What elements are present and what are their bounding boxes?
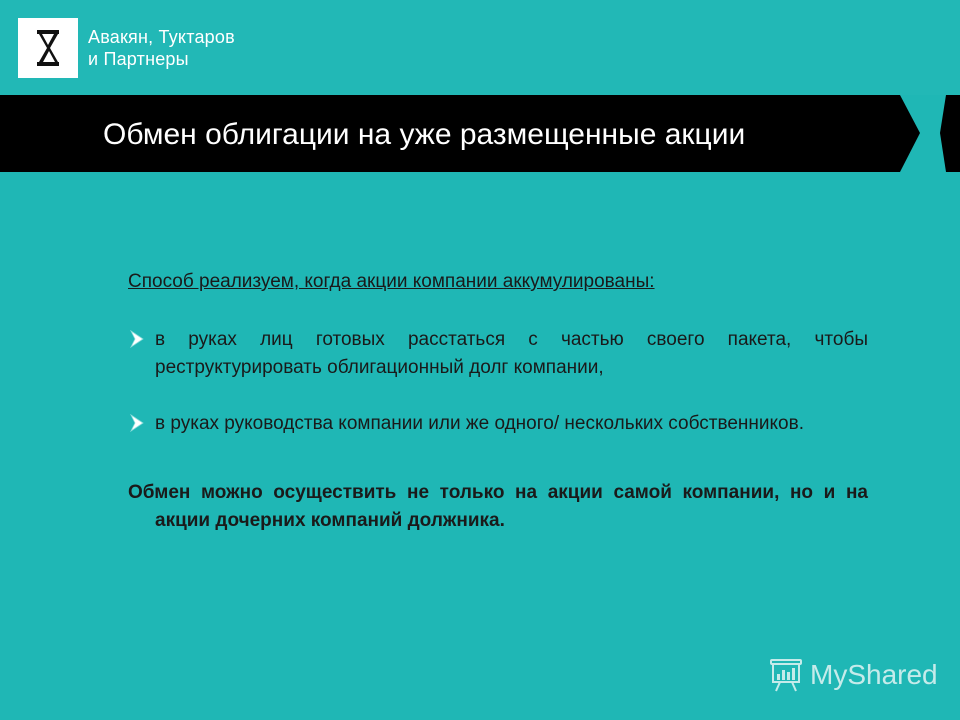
company-name — [88, 26, 235, 70]
company-name-line1: Авакян, Туктаров — [88, 27, 235, 47]
company-logo — [18, 18, 78, 78]
bullet-text: в руках лиц готовых расстаться с частью своего пакета, чтобы реструктурировать облигационный долг компании, — [155, 329, 868, 378]
title-bar-right-cap — [940, 95, 960, 172]
watermark-text: MyShared — [810, 659, 938, 690]
company-name-line2: и Партнеры — [88, 49, 189, 69]
intro-text: Способ реализуем, когда акции компании аккумулированы: — [128, 271, 655, 292]
arrowhead-bullet-icon — [130, 414, 144, 432]
arrowhead-bullet-icon — [130, 330, 144, 348]
slide-body — [128, 268, 868, 535]
bullet-text: в руках руководства компании или же одного/ нескольких собственников. — [155, 413, 804, 434]
watermark — [768, 656, 944, 696]
presentation-board-icon — [768, 657, 804, 693]
conclusion-text: Обмен можно осуществить не только на акции самой компании, но и на акции дочерних компаний должника. — [128, 482, 868, 531]
slide-title: Обмен облигации на уже размещенные акции — [103, 118, 746, 151]
hourglass-logo-icon — [18, 18, 78, 78]
list-item — [128, 326, 868, 382]
list-item — [128, 410, 868, 438]
